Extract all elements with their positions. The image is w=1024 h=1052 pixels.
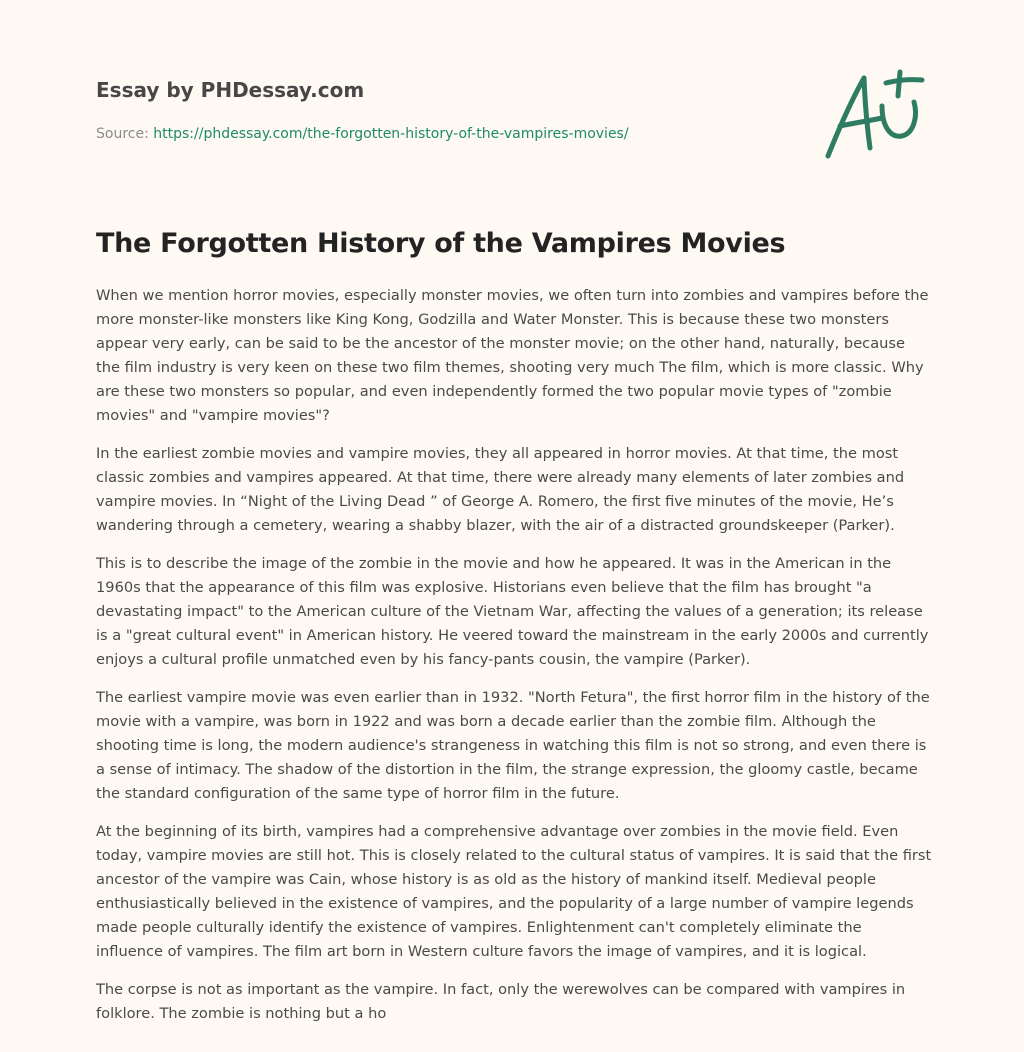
brand-title: Essay by PHDessay.com [96,78,365,102]
paragraph: In the earliest zombie movies and vampire movies, they all appeared in horror movies. At that time, the most classic zombies and vampires appeared. At that time, there were already many elements of later zombies and vampire movies. In “Night of the Living Dead ” of George A. Romero, the first five minutes of the movie, He’s wandering through a cemetery, wearing a shabby blazer, with the air of a distracted groundskeeper (Parker). [96,445,905,534]
article-body [96,284,932,1040]
paragraph: This is to describe the image of the zombie in the movie and how he appeared. It was in the American in the 1960s that the appearance of this film was explosive. Historians even believe that the film has brought "a devastating impact" to the American culture of the Vietnam War, affecting the values of a generation; its release is a "great cultural event" in American history. He veered toward the mainstream in the early 2000s and currently enjoys a cultural profile unmatched even by his fancy-pants cousin, the vampire (Parker). [96,555,929,668]
source-link[interactable]: https://phdessay.com/the-forgotten-history-of-the-vampires-movies/ [153,126,629,142]
source-line [96,124,796,144]
a-plus-grade-icon [818,66,930,166]
paragraph: At the beginning of its birth, vampires had a comprehensive advantage over zombies in the movie field. Even today, vampire movies are still hot. This is closely related to the cultural status of vampires. It is said that the first ancestor of the vampire was Cain, whose history is as old as the history of mankind itself. Medieval people enthusiastically believed in the existence of vampires, and the popularity of a large number of vampire legends made people culturally identify the existence of vampires. Enlightenment can't completely eliminate the influence of vampires. The film art born in Western culture favors the image of vampires, and it is logical. [96,823,932,960]
source-label: Source: [96,126,154,142]
article-title: The Forgotten History of the Vampires Movies [96,228,786,259]
paragraph: The earliest vampire movie was even earlier than in 1932. "North Fetura", the first horror film in the history of the movie with a vampire, was born in 1922 and was born a decade earlier than the zombie film. Although the shooting time is long, the modern audience's strangeness in watching this film is not so strong, and even there is a sense of intimacy. The shadow of the distortion in the film, the strange expression, the gloomy castle, became the standard configuration of the same type of horror film in the future. [96,689,930,802]
page-header [96,76,796,144]
paragraph: The corpse is not as important as the vampire. In fact, only the werewolves can be compared with vampires in folklore. The zombie is nothing but a ho [96,981,906,1022]
paragraph: When we mention horror movies, especially monster movies, we often turn into zombies and vampires before the more monster-like monsters like King Kong, Godzilla and Water Monster. This is because these two monsters appear very early, can be said to be the ancestor of the monster movie; on the other hand, naturally, because the film industry is very keen on these two film themes, shooting very much The film, which is more classic. Why are these two monsters so popular, and even independently formed the two popular movie types of "zombie movies" and "vampire movies"? [96,287,929,424]
